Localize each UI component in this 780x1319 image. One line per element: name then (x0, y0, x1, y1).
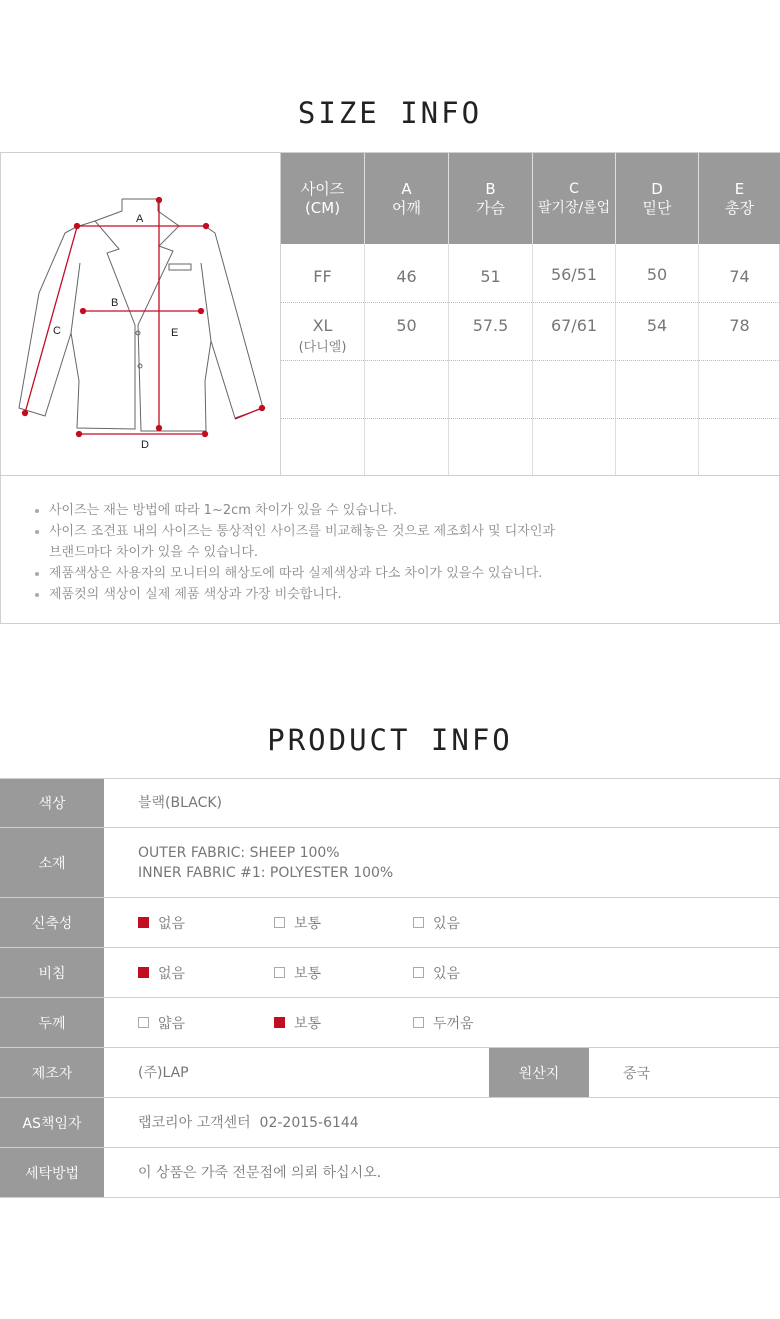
row-material (0, 828, 780, 898)
product-info-table (0, 778, 780, 1198)
cell-size-xl-sub: (다니엘) (298, 340, 347, 355)
material-label: 소재 (0, 828, 104, 897)
stretch-option (413, 898, 460, 947)
cell-b-xl: 57.5 (472, 316, 509, 335)
stretch-options (138, 898, 738, 947)
cell-e-ff: 74 (729, 267, 750, 286)
shoulder-col-header (365, 153, 448, 244)
thickness-options (138, 998, 738, 1047)
option-label: 보통 (294, 965, 322, 982)
note-item (35, 521, 779, 542)
option-label: 없음 (158, 915, 186, 932)
note-item (35, 563, 779, 584)
cell-size-ff: FF (313, 267, 332, 286)
cell-e-xl: 78 (729, 316, 750, 335)
size-col (281, 153, 364, 475)
product-info-title: PRODUCT INFO (267, 723, 513, 757)
chest-col (448, 153, 532, 475)
cell-c-xl: 67/61 (550, 316, 598, 335)
sheer-option (274, 948, 321, 997)
diagram-label-a: A (136, 213, 144, 225)
origin-value: 중국 (623, 1065, 651, 1082)
option-label: 보통 (294, 915, 322, 932)
color-label: 색상 (0, 779, 104, 827)
sleeve-col-header (533, 153, 615, 244)
as-label: AS책임자 (0, 1098, 104, 1147)
maker-value: (주)LAP (138, 1064, 189, 1081)
checkbox-checked-icon (138, 917, 149, 928)
size-table (281, 153, 780, 475)
checkbox-checked-icon (274, 1017, 285, 1028)
hem-col-header (616, 153, 698, 244)
checkbox-empty-icon (274, 967, 285, 978)
row-color (0, 779, 780, 828)
checkbox-empty-icon (413, 1017, 424, 1028)
diagram-label-d: D (141, 439, 149, 451)
header-line: 밑단 (642, 199, 672, 217)
length-col (698, 153, 780, 475)
thickness-label: 두께 (0, 998, 104, 1047)
thickness-option (413, 998, 474, 1047)
header-line: A (401, 180, 412, 198)
maker-label: 제조자 (0, 1048, 104, 1097)
note-item (35, 584, 779, 605)
note-text: 사이즈 조견표 내의 사이즈는 통상적인 사이즈를 비교해놓은 것으로 제조회사 및 디자인과 (49, 524, 555, 539)
checkbox-checked-icon (138, 967, 149, 978)
size-col-header (281, 153, 364, 244)
cell-size-xl: XL (312, 316, 333, 335)
sheer-option (138, 948, 185, 997)
cell-c-ff: 56/51 (550, 265, 598, 284)
color-value: 블랙(BLACK) (138, 795, 222, 811)
header-line: 가슴 (476, 199, 505, 217)
sheer-option (413, 948, 460, 997)
washing-value: 이 상품은 가죽 전문점에 의뢰 하십시오. (138, 1164, 382, 1181)
header-line: D (651, 180, 663, 198)
material-inner: INNER FABRIC #1: POLYESTER 100% (138, 864, 394, 881)
row-as (0, 1098, 780, 1148)
stretch-label: 신축성 (0, 898, 104, 947)
option-label: 두꺼움 (433, 1015, 474, 1032)
row-divider (281, 302, 780, 303)
length-col-header (699, 153, 780, 244)
thickness-option (274, 998, 321, 1047)
material-value (138, 828, 393, 897)
stretch-option (138, 898, 185, 947)
cell-d-ff: 50 (646, 265, 668, 284)
material-outer: OUTER FABRIC: SHEEP 100% (138, 844, 340, 861)
hem-col (615, 153, 698, 475)
header-line: 총장 (725, 199, 754, 217)
cell-a-ff: 46 (396, 267, 417, 286)
checkbox-empty-icon (413, 917, 424, 928)
origin-label: 원산지 (489, 1048, 589, 1097)
stretch-option (274, 898, 321, 947)
size-info-title: SIZE INFO (297, 96, 483, 130)
diagram-label-c: C (53, 325, 61, 337)
note-item (35, 500, 779, 521)
note-text: 브랜드마다 차이가 있을 수 있습니다. (49, 545, 259, 560)
note-text: 제품색상은 사용자의 모니터의 해상도에 따라 실제색상과 다소 차이가 있을수 있습니다. (49, 566, 543, 581)
sheer-options (138, 948, 738, 997)
row-maker (0, 1048, 780, 1098)
option-label: 있음 (433, 915, 461, 932)
row-stretch (0, 898, 780, 948)
diagram-label-e: E (171, 327, 179, 339)
size-info-box (0, 152, 780, 624)
jacket-measurement-diagram (1, 153, 281, 475)
row-divider (281, 360, 780, 361)
header-line: 어깨 (392, 199, 421, 217)
cell-d-xl: 54 (646, 316, 668, 335)
size-notes (1, 475, 779, 624)
washing-label: 세탁방법 (0, 1148, 104, 1197)
as-value: 랩코리아 고객센터 02-2015-6144 (138, 1114, 359, 1131)
sleeve-col (532, 153, 615, 475)
header-line: 팔기장/롤업 (537, 200, 611, 216)
checkbox-empty-icon (413, 967, 424, 978)
note-text: 사이즈는 재는 방법에 따라 1~2cm 차이가 있을 수 있습니다. (49, 503, 398, 518)
header-line: E (734, 180, 745, 198)
sheer-label: 비침 (0, 948, 104, 997)
header-line: C (569, 181, 579, 197)
checkbox-empty-icon (274, 917, 285, 928)
option-label: 보통 (294, 1015, 322, 1032)
row-divider (281, 418, 780, 419)
header-line: (CM) (304, 199, 341, 217)
shoulder-col (364, 153, 448, 475)
row-sheer (0, 948, 780, 998)
option-label: 얇음 (158, 1015, 186, 1032)
note-text: 제품컷의 색상이 실제 제품 색상과 가장 비슷합니다. (49, 587, 342, 602)
row-thickness (0, 998, 780, 1048)
diagram-label-b: B (111, 297, 119, 309)
cell-b-ff: 51 (480, 267, 501, 286)
cell-a-xl: 50 (396, 316, 417, 335)
checkbox-empty-icon (138, 1017, 149, 1028)
option-label: 있음 (433, 965, 461, 982)
jacket-illustration (1, 153, 281, 475)
note-item-continued (35, 542, 779, 563)
row-washing (0, 1148, 780, 1198)
header-line: B (485, 180, 496, 198)
option-label: 없음 (158, 965, 186, 982)
chest-col-header (449, 153, 532, 244)
header-line: 사이즈 (300, 180, 345, 198)
thickness-option (138, 998, 185, 1047)
